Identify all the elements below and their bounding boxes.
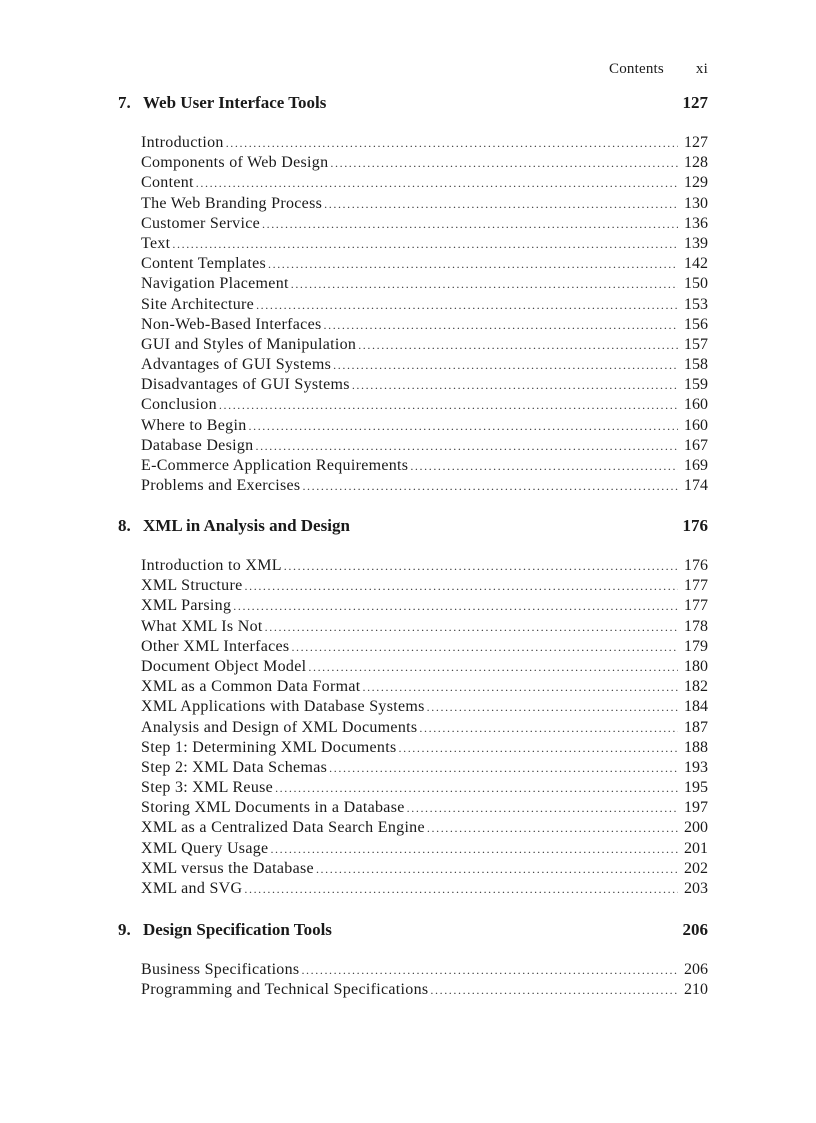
chapter-number: 9. (118, 920, 131, 939)
toc-entry[interactable] (141, 194, 708, 214)
chapter-title: Design Specification Tools (143, 920, 332, 939)
toc-entry-title: E-Commerce Application Requirements (141, 457, 409, 474)
dot-leader (256, 295, 678, 315)
chapter-page: 176 (682, 516, 708, 535)
toc-entry-title: Text (141, 234, 171, 252)
toc-entry-title: Programming and Technical Specifications (141, 981, 429, 999)
toc-entry[interactable] (141, 133, 708, 153)
toc-entry[interactable] (141, 416, 708, 436)
toc-entry-page: 203 (684, 880, 708, 897)
toc-entry[interactable] (141, 274, 708, 294)
toc-entry-page: 157 (684, 335, 708, 353)
toc-entry-page: 160 (684, 396, 708, 414)
toc-entry[interactable] (141, 596, 708, 616)
dot-leader (324, 315, 679, 335)
page-folio: xi (695, 61, 708, 77)
running-head (0, 61, 708, 78)
chapter-title: XML in Analysis and Design (143, 516, 350, 535)
chapter-heading[interactable] (118, 93, 708, 117)
chapter-heading[interactable] (118, 516, 708, 540)
chapter-heading[interactable] (118, 920, 708, 944)
toc-entry-page: 176 (684, 557, 708, 574)
toc-entry[interactable] (141, 657, 708, 677)
toc-entry[interactable] (141, 778, 708, 798)
toc-entry-page: 180 (684, 657, 708, 675)
toc-entry-title: Storing XML Documents in a Database (141, 799, 405, 817)
toc-entry-page: 169 (684, 457, 708, 474)
toc-entry-title: Navigation Placement (141, 275, 289, 293)
toc-entry-title: Components of Web Design (141, 154, 329, 172)
toc-entry[interactable] (141, 395, 708, 415)
toc-entry[interactable] (141, 456, 708, 476)
dot-leader (333, 355, 678, 375)
toc-entry[interactable] (141, 798, 708, 818)
toc-entry-title: Business Specifications (141, 961, 300, 978)
dot-leader (362, 677, 678, 697)
toc-entry-page: 136 (684, 214, 708, 232)
toc-entry-page: 201 (684, 839, 708, 857)
toc-entry-page: 202 (684, 859, 708, 877)
toc-entry-page: 195 (684, 779, 708, 797)
toc-entry-title: Analysis and Design of XML Documents (141, 718, 418, 736)
dot-leader (244, 879, 678, 899)
toc-entry[interactable] (141, 677, 708, 697)
toc-entry-list (118, 960, 708, 1000)
dot-leader (427, 697, 678, 717)
dot-leader (291, 274, 678, 294)
dot-leader (226, 133, 678, 153)
toc-entry[interactable] (141, 476, 708, 496)
toc-entry[interactable] (141, 960, 708, 980)
dot-leader (316, 859, 678, 879)
toc-entry[interactable] (141, 576, 708, 596)
dot-leader (291, 637, 678, 657)
dot-leader (249, 416, 679, 436)
toc-entry-title: What XML Is Not (141, 617, 263, 635)
toc-entry[interactable] (141, 637, 708, 657)
toc-entry-list (118, 556, 708, 899)
toc-entry-page: 184 (684, 698, 708, 716)
toc-entry-title: Content Templates (141, 255, 266, 273)
dot-leader (329, 758, 678, 778)
dot-leader (410, 456, 678, 476)
dot-leader (172, 234, 678, 254)
toc-entry[interactable] (141, 718, 708, 738)
toc-entry-title: The Web Branding Process (141, 194, 323, 212)
toc-entry-page: 182 (684, 678, 708, 696)
toc-entry[interactable] (141, 335, 708, 355)
toc-entry[interactable] (141, 355, 708, 375)
dot-leader (352, 375, 678, 395)
dot-leader (284, 556, 678, 576)
toc-entry-page: 174 (684, 477, 708, 495)
chapter-number: 7. (118, 93, 131, 112)
toc-entry-page: 187 (684, 718, 708, 736)
toc-entry[interactable] (141, 879, 708, 899)
toc-entry-title: Customer Service (141, 214, 260, 232)
toc-entry-page: 210 (684, 981, 708, 999)
toc-entry-page: 197 (684, 799, 708, 817)
toc-entry-title: Introduction to XML (141, 557, 282, 574)
toc-entry-page: 178 (684, 617, 708, 635)
toc-entry-title: Step 1: Determining XML Documents (141, 738, 397, 756)
toc-entry-title: XML as a Centralized Data Search Engine (141, 819, 425, 837)
toc-entry-page: 130 (684, 194, 708, 212)
toc-entry[interactable] (141, 315, 708, 335)
toc-entry-title: Database Design (141, 436, 254, 454)
toc-entry-title: Non-Web-Based Interfaces (141, 315, 322, 333)
toc-entry-title: Document Object Model (141, 657, 307, 675)
toc-entry-page: 188 (684, 738, 708, 756)
toc-entry[interactable] (141, 859, 708, 879)
toc-entry[interactable] (141, 173, 708, 193)
running-head-label: Contents (608, 61, 664, 77)
toc-entry-page: 139 (684, 234, 708, 252)
dot-leader (358, 335, 678, 355)
toc-entry-title: Where to Begin (141, 416, 247, 434)
dot-leader (265, 617, 678, 637)
dot-leader (308, 657, 678, 677)
dot-leader (302, 476, 678, 496)
toc-entry[interactable] (141, 556, 708, 576)
toc-entry-title: XML Applications with Database Systems (141, 698, 425, 716)
chapter-page: 127 (682, 93, 708, 112)
toc-entry-title: XML Query Usage (141, 839, 269, 857)
toc-entry-title: XML versus the Database (141, 859, 314, 877)
toc-entry-title: Site Architecture (141, 295, 255, 313)
dot-leader (219, 395, 678, 415)
toc-entry-page: 160 (684, 416, 708, 434)
toc-entry-title: Introduction (141, 134, 224, 151)
dot-leader (407, 798, 678, 818)
toc-entry-page: 200 (684, 819, 708, 837)
dot-leader (268, 254, 678, 274)
dot-leader (430, 980, 678, 1000)
toc-entry-title: Conclusion (141, 396, 217, 414)
toc-entry-title: XML Structure (141, 577, 243, 595)
chapter-9 (118, 920, 708, 1000)
dot-leader (324, 194, 678, 214)
toc-entry-page: 156 (684, 315, 708, 333)
toc-entry[interactable] (141, 234, 708, 254)
toc-entry[interactable] (141, 254, 708, 274)
toc-entry-page: 142 (684, 255, 708, 273)
toc-entry-title: Step 2: XML Data Schemas (141, 758, 328, 776)
toc-entry-title: Step 3: XML Reuse (141, 779, 274, 797)
dot-leader (255, 436, 678, 456)
toc-entry-title: XML as a Common Data Format (141, 678, 361, 696)
toc-entry[interactable] (141, 697, 708, 717)
dot-leader (245, 576, 678, 596)
toc-entry-page: 167 (684, 436, 708, 454)
toc-entry-page: 177 (684, 597, 708, 615)
toc-entry-page: 128 (684, 154, 708, 172)
toc-entry[interactable] (141, 758, 708, 778)
toc-entry-page: 206 (684, 961, 708, 978)
chapter-8 (118, 516, 708, 899)
dot-leader (301, 960, 678, 980)
chapter-title: Web User Interface Tools (143, 93, 327, 112)
toc-entry[interactable] (141, 738, 708, 758)
toc-entry[interactable] (141, 617, 708, 637)
toc-entry-page: 150 (684, 275, 708, 293)
toc-entry-page: 153 (684, 295, 708, 313)
toc-entry-title: XML and SVG (141, 880, 243, 897)
toc-entry[interactable] (141, 375, 708, 395)
toc-entry-page: 158 (684, 356, 708, 374)
chapter-7 (118, 93, 708, 496)
toc-entry[interactable] (141, 214, 708, 234)
dot-leader (262, 214, 678, 234)
toc-entry[interactable] (141, 436, 708, 456)
toc-entry-page: 129 (684, 174, 708, 192)
toc-entry-title: Advantages of GUI Systems (141, 356, 332, 374)
dot-leader (427, 818, 678, 838)
toc-entry-page: 159 (684, 376, 708, 394)
toc-entry[interactable] (141, 295, 708, 315)
dot-leader (419, 718, 678, 738)
toc-entry-title: GUI and Styles of Manipulation (141, 335, 357, 353)
dot-leader (270, 839, 678, 859)
toc-entry-page: 127 (684, 134, 708, 151)
dot-leader (275, 778, 678, 798)
toc-entry-title: Disadvantages of GUI Systems (141, 376, 350, 394)
toc-entry-page: 179 (684, 637, 708, 655)
toc-entry-title: XML Parsing (141, 597, 232, 615)
toc-entry[interactable] (141, 980, 708, 1000)
dot-leader (399, 738, 679, 758)
toc-entry[interactable] (141, 839, 708, 859)
toc-entry-page: 177 (684, 577, 708, 595)
toc-entry[interactable] (141, 818, 708, 838)
dot-leader (233, 596, 678, 616)
toc-entry-page: 193 (684, 758, 708, 776)
dot-leader (330, 153, 678, 173)
toc-entry-list (118, 133, 708, 496)
toc-entry-title: Problems and Exercises (141, 477, 301, 495)
toc-entry-title: Content (141, 174, 194, 192)
chapter-page: 206 (682, 920, 708, 939)
toc-entry[interactable] (141, 153, 708, 173)
toc-entry-title: Other XML Interfaces (141, 637, 290, 655)
dot-leader (196, 173, 678, 193)
chapter-number: 8. (118, 516, 131, 535)
